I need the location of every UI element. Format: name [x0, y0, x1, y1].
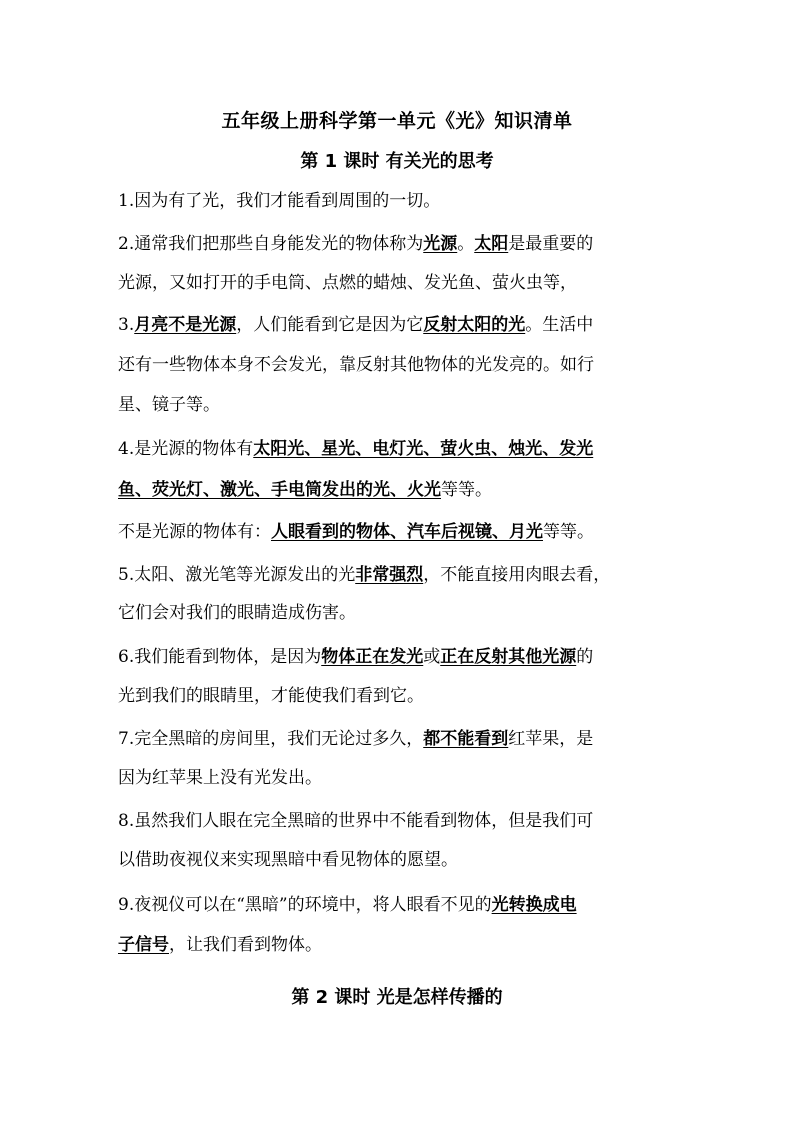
text-segment: 的 [576, 647, 594, 667]
text-segment: ，不能直接用肉眼去看， [423, 565, 611, 585]
text-segment: 以借助夜视仪来实现黑暗中看见物体的愿望。 [118, 850, 458, 870]
text-segment: 星、镜子等。 [118, 395, 220, 415]
text-segment: 2.通常我们把那些自身能发光的物体称为 [118, 234, 424, 254]
text-line [118, 766, 678, 790]
text-line [118, 232, 678, 256]
text-line [118, 437, 678, 461]
text-line [118, 478, 678, 502]
text-line [118, 601, 678, 625]
text-line [118, 809, 678, 833]
text-segment: 或 [423, 647, 441, 667]
text-line [118, 684, 678, 708]
text-segment: 它们会对我们的眼睛造成伤害。 [118, 603, 356, 623]
key-term: 物体正在发光 [321, 647, 424, 667]
text-segment: 光到我们的眼睛里，才能使我们看到它。 [118, 686, 424, 706]
text-segment: 等等。 [441, 480, 492, 500]
key-term: 都不能看到 [423, 729, 509, 749]
text-line [118, 727, 678, 751]
text-segment: 6.我们能看到物体，是因为 [118, 647, 322, 667]
text-segment: 9.夜视仪可以在“黑暗”的环境中，将人眼看不见的 [118, 895, 492, 915]
text-line [118, 645, 678, 669]
text-segment: 。生活中 [525, 315, 594, 335]
text-segment: 5.太阳、激光笔等光源发出的光 [118, 565, 356, 585]
key-term: 子信号 [118, 935, 169, 955]
text-segment: 还有一些物体本身不会发光，靠反射其他物体的光发亮的。如行 [118, 355, 594, 375]
text-segment: 7.完全黑暗的房间里，我们无论过多久， [118, 729, 424, 749]
text-segment: 因为红苹果上没有光发出。 [118, 768, 322, 788]
key-term: 反射太阳的光 [423, 315, 526, 335]
text-segment: 等等。 [543, 522, 594, 542]
text-segment: 是最重要的 [508, 234, 594, 254]
text-line [118, 189, 678, 213]
text-line [118, 848, 678, 872]
text-segment: ，让我们看到物体。 [169, 935, 322, 955]
text-line [118, 271, 678, 295]
text-line [118, 353, 678, 377]
text-segment: 不是光源的物体有： [118, 522, 271, 542]
key-term: 光源 [423, 234, 458, 254]
key-term: 光转换成电 [491, 895, 577, 915]
text-segment: ，人们能看到它是因为它 [236, 315, 424, 335]
text-line [118, 313, 678, 337]
key-term: 人眼看到的物体、汽车后视镜、月光 [271, 522, 543, 542]
text-segment: 光源，又如打开的手电筒、点燃的蜡烛、发光鱼、萤火虫等， [118, 273, 577, 293]
text-segment: 。 [457, 234, 475, 254]
text-line [118, 893, 678, 917]
lesson-1-heading: 第 1 课时 有关光的思考 [300, 151, 494, 172]
text-segment: 1.因为有了光，我们才能看到周围的一切。 [118, 191, 441, 211]
text-segment: 3. [118, 315, 135, 335]
text-line [118, 393, 678, 417]
document-title: 五年级上册科学第一单元《光》知识清单 [221, 110, 573, 132]
text-segment: 8.虽然我们人眼在完全黑暗的世界中不能看到物体，但是我们可 [118, 811, 594, 831]
key-term: 太阳 [474, 234, 509, 254]
key-term: 太阳光、星光、电灯光、萤火虫、烛光、发光 [253, 439, 594, 459]
lesson-2-heading: 第 2 课时 光是怎样传播的 [291, 987, 503, 1008]
text-line [118, 520, 678, 544]
text-line [118, 563, 678, 587]
key-term: 月亮不是光源 [134, 315, 237, 335]
text-segment: 红苹果，是 [508, 729, 594, 749]
text-segment: 4.是光源的物体有 [118, 439, 254, 459]
text-line [118, 933, 678, 957]
key-term: 正在反射其他光源 [440, 647, 577, 667]
key-term: 鱼、荧光灯、激光、手电筒发出的光、火光 [118, 480, 441, 500]
key-term: 非常强烈 [355, 565, 424, 585]
